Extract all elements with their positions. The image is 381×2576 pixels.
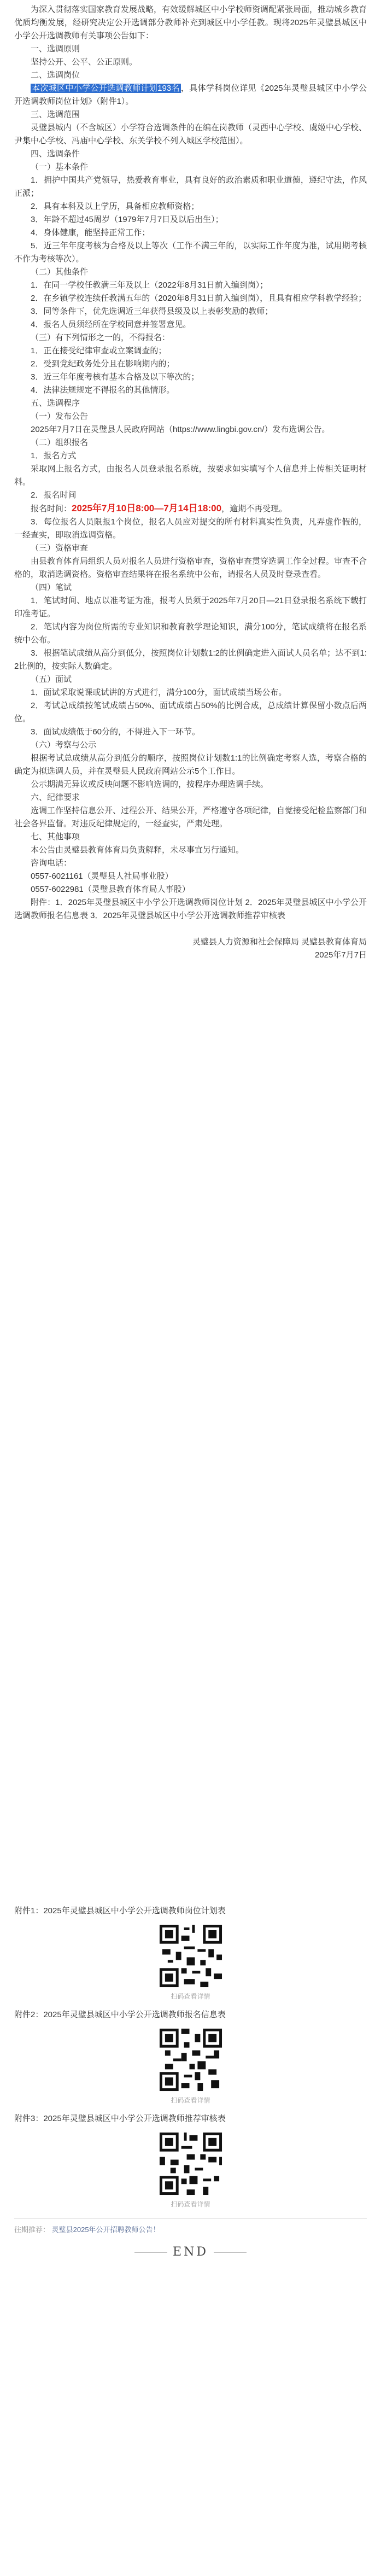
section7-title: 七、其他事项 — [31, 832, 80, 842]
registration-time — [14, 502, 367, 516]
qr-code-icon — [157, 2026, 225, 2094]
section5-body4b: 2．笔试内容为岗位所需的专业知识和教育教学理论知识，满分100分，笔试成绩将在报名系统中公布。 — [14, 622, 367, 645]
section5-body2a: 采取网上报名方式，由报名人员登录报名系统，按要求如实填写个人信息并上传相关证明材料。 — [14, 464, 367, 487]
section5-sub4: （四）笔试 — [31, 583, 72, 592]
section5-body6a: 根据考试总成绩从高分到低分的顺序，按照岗位计划数1:1的比例确定考察人选，考察合格的确定为拟选调人员，并在灵璧县人民政府网站公示5个工作日。 — [14, 753, 367, 776]
section4-item: 2．具有本科及以上学历，具备相应教师资格； — [31, 202, 200, 211]
section5-body3: 由县教育体育局组织人员对报名人员进行资格审查，资格审查贯穿选调工作全过程。审查不合格的，取消选调资格。资格审查结果将在报名系统中公布，请报名人员及时登录查看。 — [14, 557, 367, 579]
section5-body2c: 3．每位报名人员限报1个岗位，报名人员应对提交的所有材料真实性负责，凡弄虚作假的，一经查实，即取消选调资格。 — [14, 517, 367, 540]
registration-time-value: 2025年7月10日8:00—7月14日18:00 — [72, 503, 222, 513]
qr-code-1[interactable] — [153, 1922, 229, 2001]
qr-caption: 扫码查看详情 — [171, 2200, 210, 2208]
footer-label: 往期推荐： — [14, 2225, 50, 2234]
section4-item3: 4．法律法规规定不得报名的其他情形。 — [31, 385, 175, 395]
section4-item3: 3．近三年年度考核有基本合格及以下等次的； — [31, 372, 200, 382]
section1-title: 一、选调原则 — [31, 44, 80, 54]
qr-caption: 扫码查看详情 — [171, 1993, 210, 2000]
footer-recommend — [14, 2218, 367, 2235]
section4-item2: 3．同等条件下，优先选调近三年获得县级及以上表彰奖励的教师； — [31, 307, 273, 316]
section5-title: 五、选调程序 — [31, 399, 80, 408]
section4-item2: 2．在乡镇学校连续任教满五年的（2020年8月31日前入编到岗），且具有相应学科教学经验； — [31, 294, 367, 303]
section5-sub5: （五）面试 — [31, 675, 72, 684]
section5-body5b: 2．考试总成绩按笔试成绩占50%、面试成绩占50%的比例合成，总成绩计算保留小数点后两位。 — [14, 701, 367, 723]
section5-body6b: 公示期满无异议或反映问题不影响选调的，按程序办理选调手续。 — [31, 780, 269, 789]
contact-title: 咨询电话： — [31, 858, 72, 868]
section4-title: 四、选调条件 — [31, 149, 80, 159]
section5-body4c: 3．根据笔试成绩从高分到低分，按照岗位计划数1:2的比例确定进入面试人员名单；达不到1:2比例的，按实际人数确定。 — [14, 649, 367, 671]
attachments-note: 附件：1．2025年灵璧县城区中小学公开选调教师岗位计划 2．2025年灵璧县城区中小学公开选调教师报名信息表 3．2025年灵璧县城区中小学公开选调教师推荐审核表 — [14, 898, 367, 920]
section4-item3: 2．受到党纪政务处分且在影响期内的； — [31, 359, 175, 369]
section6-title: 六、纪律要求 — [31, 793, 80, 802]
section5-sub2a: 1．报名方式 — [31, 451, 77, 460]
section2-body-wrap — [14, 82, 367, 108]
section4-item: 5．近三年年度考核为合格及以上等次（工作不满三年的，以实际工作年度为准，试用期考核不作为考核等次）。 — [14, 241, 367, 264]
section4-item: 1．拥护中国共产党领导，热爱教育事业，具有良好的政治素质和职业道德，遵纪守法，作风正派； — [14, 176, 367, 198]
section5-body5a: 1．面试采取说课或试讲的方式进行，满分100分，面试成绩当场公布。 — [31, 688, 287, 697]
section5-sub2b: 2．报名时间 — [31, 490, 77, 500]
section3-title: 三、选调范围 — [31, 110, 80, 119]
signature-line: 灵璧县人力资源和社会保障局 灵璧县教育体育局 — [192, 937, 367, 947]
section5-sub1: （一）发布公告 — [31, 412, 89, 421]
attachment-title: 附件3：2025年灵璧县城区中小学公开选调教师推荐审核表 — [14, 2114, 226, 2123]
document-spacer — [14, 962, 367, 1897]
section4-sub3: （三）有下列情形之一的，不得报名： — [31, 333, 171, 342]
qr-code-icon — [157, 2130, 225, 2198]
section5-body1: 2025年7月7日在灵璧县人民政府网站（https://www.lingbi.gov.cn/）发布选调公告。 — [31, 425, 330, 434]
attachment-block-1 — [14, 1905, 367, 2001]
attachment-block-3 — [14, 2112, 367, 2209]
section5-body5c: 3．面试成绩低于60分的，不得进入下一环节。 — [31, 727, 201, 737]
section4-sub1: （一）基本条件 — [31, 162, 89, 172]
signature-date: 2025年7月7日 — [314, 950, 367, 960]
attachment-title: 附件1：2025年灵璧县城区中小学公开选调教师岗位计划表 — [14, 1906, 226, 1915]
registration-time-prefix: 报名时间： — [31, 504, 72, 513]
section3-body: 灵璧县城内（不含城区）小学符合选调条件的在编在岗教师（灵西中心学校、虞姬中心学校、尹集中心学校、冯庙中心学校、东关学校不列入城区学校范围）。 — [14, 123, 367, 145]
end-text: END — [173, 2245, 208, 2259]
section4-item: 4．身体健康，能坚持正常工作； — [31, 228, 150, 237]
end-marker — [14, 2245, 367, 2259]
intro-paragraph: 为深入贯彻落实国家教育发展战略，有效缓解城区中小学校师资调配紧张局面，推动城乡教育优质均衡发展，经研究决定公开选调部分教师补充到城区中小学任教。现将2025年灵璧县城区中小学公开选调教师有关事项公告如下： — [14, 5, 367, 40]
qr-code-3[interactable] — [153, 2130, 229, 2209]
section5-body4a: 1．笔试时间、地点以准考证为准，报考人员须于2025年7月20日—21日登录报名系统下载打印准考证。 — [14, 596, 367, 618]
qr-caption: 扫码查看详情 — [171, 2096, 210, 2104]
registration-time-suffix: ，逾期不再受理。 — [221, 504, 288, 513]
section5-sub6: （六）考察与公示 — [31, 740, 97, 750]
end-divider-left — [134, 2252, 167, 2253]
section7-body: 本公告由灵璧县教育体育局负责解释，未尽事宜另行通知。 — [31, 845, 244, 855]
section2-body: ，具体学科岗位详见《2025年灵璧县城区中小学公开选调教师岗位计划》（附件1）。 — [14, 84, 367, 106]
qr-code-2[interactable] — [153, 2026, 229, 2105]
section4-item2: 1．在同一学校任教满三年及以上（2022年8月31日前入编到岗）； — [31, 281, 268, 290]
contact-line: 0557-6021161（灵璧县人社局事业股） — [31, 872, 173, 881]
section4-item2: 4．报名人员须经所在学校同意并签署意见。 — [31, 320, 191, 329]
section5-sub2: （二）组织报名 — [31, 438, 89, 447]
section2-highlight: 本次城区中小学公开选调教师计划193名 — [32, 84, 180, 93]
footer-link[interactable]: 灵璧县2025年公开招聘教师公告！ — [51, 2225, 160, 2234]
attachment-block-2 — [14, 2008, 367, 2105]
section5-sub3: （三）资格审查 — [31, 544, 89, 553]
attachment-title: 附件2：2025年灵璧县城区中小学公开选调教师报名信息表 — [14, 2010, 226, 2019]
section2-title: 二、选调岗位 — [31, 71, 80, 80]
section6-body: 选调工作坚持信息公开、过程公开、结果公开，严格遵守各项纪律，自觉接受纪检监察部门和社会各界监督。对违反纪律规定的，一经查实，严肃处理。 — [14, 806, 367, 828]
contact-line: 0557-6022981（灵璧县教育体育局人事股） — [31, 885, 190, 894]
section4-sub2: （二）其他条件 — [31, 267, 89, 277]
section4-item3: 1．正在接受纪律审查或立案调查的； — [31, 346, 167, 355]
qr-code-icon — [157, 1922, 225, 1990]
section4-item: 3．年龄不超过45周岁（1979年7月7日及以后出生）； — [31, 215, 224, 224]
section1-body: 坚持公开、公平、公正原则。 — [31, 57, 138, 67]
end-divider-right — [214, 2252, 247, 2253]
